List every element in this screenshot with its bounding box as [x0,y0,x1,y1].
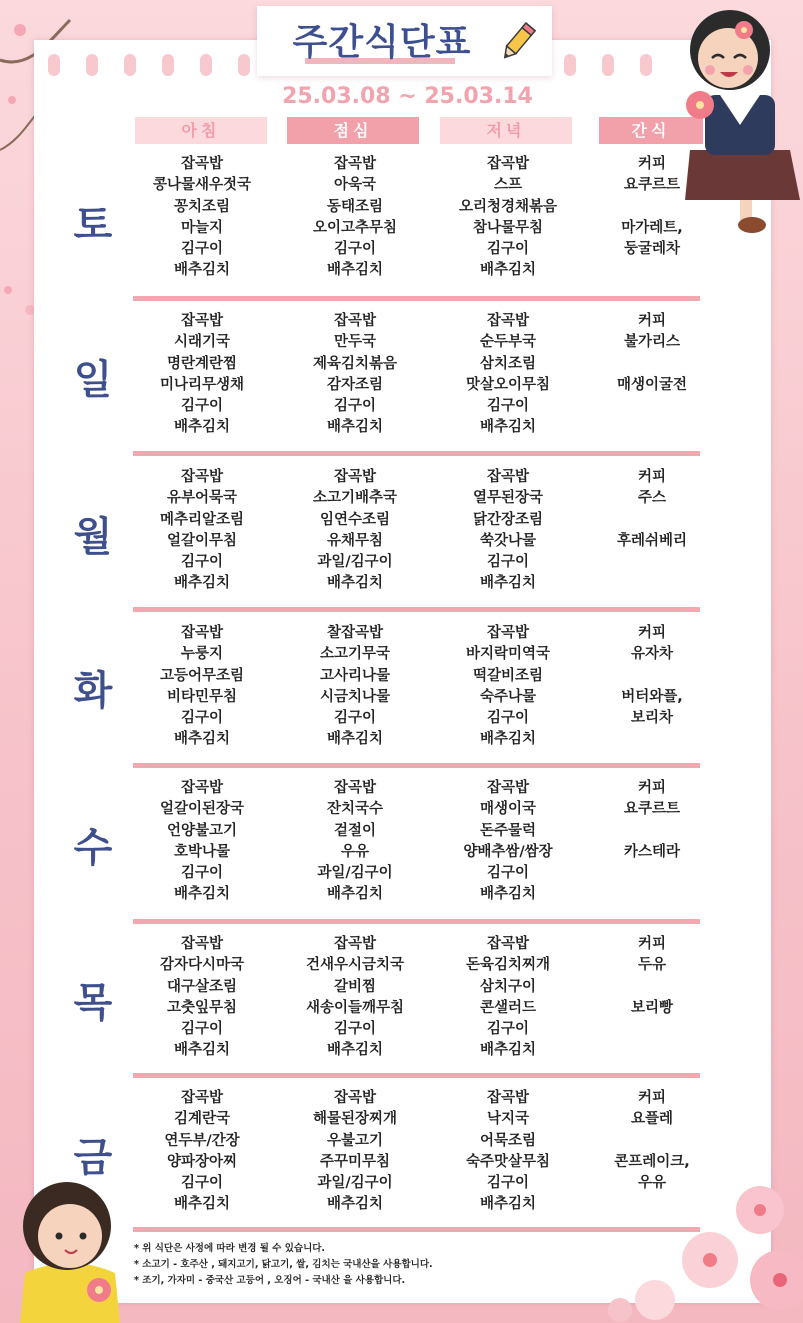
menu-item [577,573,727,594]
menu-item: 요플레 [630,1111,674,1128]
menu-item: 미나리무생채 [159,376,245,393]
menu-item [577,666,727,687]
menu-item: 유채무침 [326,532,384,549]
menu-item: 갈비찜 [333,978,377,995]
menu-item: 배추김치 [173,575,231,592]
menu-item: 김구이 [486,241,530,258]
lunch-menu-cell [280,311,430,439]
menu-item: 매생이굴전 [616,376,688,393]
menu-item: 배추김치 [326,1196,384,1213]
menu-item: 김구이 [486,865,530,882]
menu-item: 김구이 [333,710,377,727]
menu-item: 언양불고기 [166,822,238,839]
column-header-breakfast: 아침 [135,117,267,144]
dinner-menu-cell [433,154,583,282]
footnote: * 조기, 가자미 - 중국산 고등어 , 오징어 - 국내산 을 사용합니다. [134,1275,406,1286]
breakfast-menu-cell [127,467,277,595]
dinner-menu-cell [433,467,583,595]
menu-item: 순두부국 [479,334,537,351]
menu-item: 김구이 [486,398,530,415]
day-label: 월 [73,514,113,560]
day-label: 화 [73,668,113,714]
lunch-menu-cell [280,1088,430,1216]
menu-item: 불가리스 [623,334,681,351]
menu-item [577,884,727,905]
menu-item: 잡곡밥 [333,936,377,952]
snack-menu-cell [577,311,727,439]
page-title: 주간식단표 [292,22,472,63]
menu-item [577,354,727,375]
menu-item: 닭간장조림 [472,511,544,528]
menu-item: 쑥갓나물 [479,532,537,549]
lunch-menu-cell [280,778,430,906]
menu-item: 배추김치 [326,1042,384,1059]
menu-item: 소고기배추국 [312,490,398,507]
lunch-menu-cell [280,623,430,751]
menu-item: 김구이 [180,554,224,571]
menu-item: 김구이 [486,1021,530,1038]
breakfast-menu-cell [127,1088,277,1216]
snack-menu-cell [577,934,727,1062]
menu-item: 요쿠르트 [623,801,681,818]
dinner-menu-cell [433,623,583,751]
row-divider [133,1073,700,1078]
breakfast-menu-cell [127,154,277,282]
lunch-menu-cell [280,154,430,282]
menu-item [577,417,727,438]
menu-item: 꽁치조림 [173,198,231,215]
menu-item: 열무된장국 [472,490,544,507]
menu-item: 마가레트, [621,219,683,236]
menu-item: 아욱국 [333,177,377,194]
menu-item: 잡곡밥 [180,156,224,172]
menu-item: 김구이 [333,398,377,415]
menu-item: 배추김치 [326,886,384,903]
dinner-menu-cell [433,934,583,1062]
menu-item: 새송이들깨무침 [305,999,405,1016]
day-label: 토 [73,202,113,248]
menu-item: 커피 [637,780,666,796]
menu-item: 김구이 [333,241,377,258]
menu-item: 찰잡곡밥 [326,625,384,641]
menu-item: 참나물무침 [472,219,544,236]
menu-item: 낙지국 [486,1111,530,1128]
menu-item [577,977,727,998]
row-divider [133,451,700,456]
menu-item: 배추김치 [479,1196,537,1213]
menu-item: 잡곡밥 [486,780,530,796]
menu-item: 과일/김구이 [317,1175,393,1192]
girl-illustration-bottom [15,1178,125,1323]
date-range: 25.03.08 ~ 25.03.14 [282,84,533,109]
menu-item: 건새우시금치국 [305,957,405,974]
title-card [257,6,552,76]
menu-item: 배추김치 [326,731,384,748]
menu-item: 배추김치 [326,419,384,436]
menu-item: 겉절이 [333,822,377,839]
column-header-dinner: 저녁 [440,117,572,144]
menu-item: 잡곡밥 [333,156,377,172]
menu-item: 잔치국수 [326,801,384,818]
menu-item: 잡곡밥 [486,1090,530,1106]
menu-item: 떡갈비조림 [472,667,544,684]
day-label: 수 [73,825,113,871]
menu-item: 잡곡밥 [486,313,530,329]
menu-item: 잡곡밥 [180,469,224,485]
menu-item: 김구이 [486,1175,530,1192]
menu-item: 배추김치 [173,886,231,903]
menu-item [577,552,727,573]
menu-item: 둥굴레차 [623,241,681,258]
menu-item: 배추김치 [326,575,384,592]
menu-item: 잡곡밥 [333,780,377,796]
menu-item: 잡곡밥 [486,156,530,172]
menu-item: 스프 [493,177,522,194]
menu-item: 임연수조림 [319,511,391,528]
menu-item: 호박나물 [173,843,231,860]
menu-item: 배추김치 [173,262,231,279]
menu-item: 김구이 [486,710,530,727]
menu-item: 과일/김구이 [317,865,393,882]
pencil-icon [497,20,537,66]
menu-item: 우유 [637,1175,666,1192]
snack-menu-cell [577,778,727,906]
footnote: * 위 식단은 사정에 따라 변경 될 수 있습니다. [134,1243,326,1254]
menu-item: 명란계란찜 [166,355,238,372]
menu-item: 콘프레이크, [614,1153,690,1170]
menu-item: 배추김치 [173,1196,231,1213]
menu-item: 숙주맛살무침 [465,1153,551,1170]
menu-item [577,863,727,884]
dinner-menu-cell [433,778,583,906]
menu-item: 유자차 [630,646,674,663]
menu-item: 김구이 [180,710,224,727]
menu-item: 잡곡밥 [180,780,224,796]
menu-item: 과일/김구이 [317,554,393,571]
row-divider [133,296,700,301]
snack-menu-cell [577,467,727,595]
menu-item: 고사리나물 [319,667,391,684]
menu-item: 우유 [340,843,369,860]
row-divider [133,763,700,768]
menu-item: 얼갈이무침 [166,532,238,549]
menu-item: 감자다시마국 [159,957,245,974]
dinner-menu-cell [433,311,583,439]
menu-item: 김구이 [180,1021,224,1038]
footnote: * 소고기 - 호주산 , 돼지고기, 닭고기, 쌀, 김치는 국내산을 사용합니다. [134,1259,433,1270]
menu-item: 잡곡밥 [180,313,224,329]
menu-item: 커피 [637,625,666,641]
menu-item: 돈육김치찌개 [465,957,551,974]
menu-item: 김구이 [180,398,224,415]
menu-item: 해물된장찌개 [312,1111,398,1128]
column-header-lunch: 점심 [287,117,419,144]
menu-item: 오이고추무침 [312,219,398,236]
menu-item: 시래기국 [173,334,231,351]
menu-item: 잡곡밥 [486,625,530,641]
menu-item: 바지락미역국 [465,646,551,663]
menu-item: 삼치구이 [479,978,537,995]
menu-item: 소고기무국 [319,646,391,663]
day-label: 일 [73,357,113,403]
menu-item: 커피 [637,1090,666,1106]
menu-item: 김구이 [180,241,224,258]
menu-item: 김구이 [486,554,530,571]
menu-item: 잡곡밥 [180,936,224,952]
menu-item: 배추김치 [173,731,231,748]
menu-item: 김구이 [333,1021,377,1038]
menu-item: 우불고기 [326,1132,384,1149]
menu-item: 시금치나물 [319,688,391,705]
menu-item: 고춧잎무침 [166,999,238,1016]
menu-item: 배추김치 [173,1042,231,1059]
menu-item: 어묵조림 [479,1132,537,1149]
menu-item [577,1131,727,1152]
day-label: 금 [73,1135,113,1181]
menu-item: 배추김치 [479,575,537,592]
menu-item: 콩나물새우젓국 [152,177,252,194]
menu-item: 커피 [637,469,666,485]
menu-item: 커피 [637,313,666,329]
menu-item: 양배추쌈/쌈장 [463,843,553,860]
menu-item: 잡곡밥 [486,936,530,952]
menu-item: 만두국 [333,334,377,351]
menu-item: 제육김치볶음 [312,355,398,372]
menu-item: 잡곡밥 [333,1090,377,1106]
row-divider [133,607,700,612]
menu-item: 배추김치 [173,419,231,436]
menu-item: 고등어무조림 [159,667,245,684]
menu-item [577,729,727,750]
menu-item: 얼갈이된장국 [159,801,245,818]
menu-item: 커피 [637,936,666,952]
menu-item [577,260,727,281]
breakfast-menu-cell [127,778,277,906]
girl-illustration-top [660,0,803,240]
menu-item: 카스테라 [623,843,681,860]
menu-item [577,1040,727,1061]
menu-item: 돈주물럭 [479,822,537,839]
menu-item: 유부어묵국 [166,490,238,507]
menu-item: 배추김치 [479,419,537,436]
row-divider [133,919,700,924]
menu-item: 김구이 [180,865,224,882]
menu-item: 버터와플, [621,688,683,705]
menu-item: 배추김치 [479,1042,537,1059]
menu-item: 보리빵 [630,999,674,1016]
breakfast-menu-cell [127,311,277,439]
breakfast-menu-cell [127,934,277,1062]
menu-item: 맛살오이무침 [465,376,551,393]
menu-item: 배추김치 [479,262,537,279]
menu-item: 오리청경채볶음 [458,198,558,215]
menu-item: 잡곡밥 [333,313,377,329]
lunch-menu-cell [280,467,430,595]
menu-item: 누룽지 [180,646,224,663]
menu-item: 잡곡밥 [180,1090,224,1106]
blossom-cluster-decoration [560,1180,803,1323]
menu-item: 매생이국 [479,801,537,818]
breakfast-menu-cell [127,623,277,751]
menu-item: 후레쉬베리 [616,532,688,549]
menu-item [577,510,727,531]
menu-item: 숙주나물 [479,688,537,705]
menu-item [577,396,727,417]
menu-item: 커피 [637,156,666,172]
menu-item: 대구살조림 [166,978,238,995]
column-header-snack: 간식 [599,117,703,144]
menu-item: 두유 [637,957,666,974]
menu-item [577,821,727,842]
menu-item: 배추김치 [479,731,537,748]
menu-item: 마늘지 [180,219,224,236]
snack-menu-cell [577,623,727,751]
menu-item: 요쿠르트 [623,177,681,194]
menu-item: 감자조림 [326,376,384,393]
menu-item: 잡곡밥 [486,469,530,485]
menu-item: 연두부/간장 [164,1132,240,1149]
menu-item: 김구이 [180,1175,224,1192]
menu-item: 비타민무침 [166,688,238,705]
menu-item: 주스 [637,490,666,507]
menu-item: 주꾸미무침 [319,1153,391,1170]
menu-item: 삼치조림 [479,355,537,372]
menu-item: 김계란국 [173,1111,231,1128]
menu-item [577,1019,727,1040]
menu-item: 동태조림 [326,198,384,215]
menu-item: 배추김치 [479,886,537,903]
menu-item: 메추리알조림 [159,511,245,528]
menu-item: 배추김치 [326,262,384,279]
menu-item: 잡곡밥 [180,625,224,641]
menu-item: 잡곡밥 [333,469,377,485]
menu-item: 양파장아찌 [166,1153,238,1170]
menu-item: 콘샐러드 [479,999,537,1016]
day-label: 목 [73,980,113,1026]
lunch-menu-cell [280,934,430,1062]
footnotes [134,1241,614,1289]
menu-item: 보리차 [630,710,674,727]
